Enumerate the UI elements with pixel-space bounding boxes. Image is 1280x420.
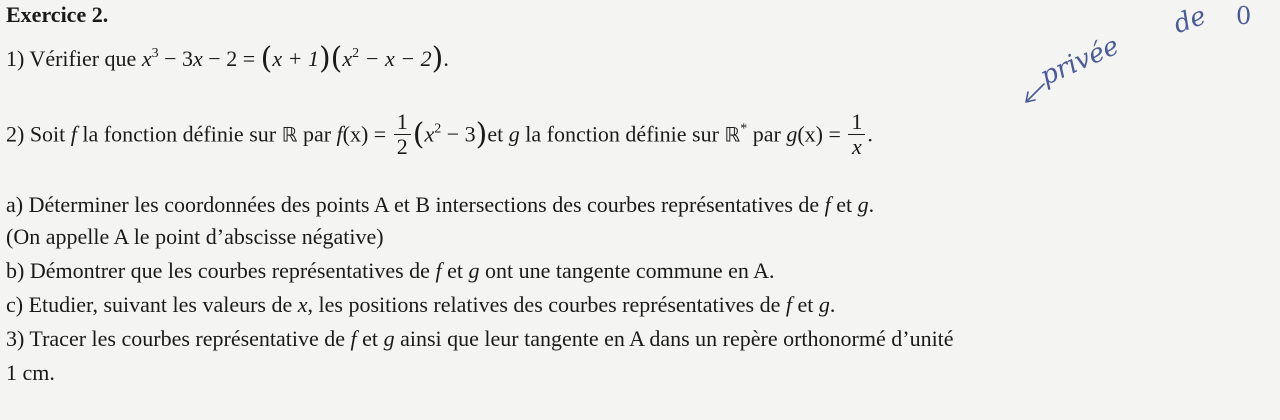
qc-f: f (785, 292, 793, 317)
q1-var: x (141, 46, 152, 71)
qb-g: g (468, 258, 480, 283)
qa-g: g (857, 192, 869, 217)
q2-text1: la fonction définie sur (76, 121, 282, 147)
q2-var: x (424, 121, 435, 147)
qc-text: c) Etudier, suivant les valeurs de (6, 292, 298, 317)
q1-equals: − 2 = (202, 46, 261, 71)
qc-g: g (818, 292, 830, 317)
q1-period: . (443, 46, 449, 71)
q2-period: . (867, 121, 873, 147)
fraction-num: 1 (394, 110, 411, 135)
reals-symbol: ℝ (724, 122, 741, 147)
q3-f: f (350, 326, 357, 351)
fraction-den: 2 (396, 134, 408, 159)
question-1 (6, 41, 449, 76)
q2-text3: la fonction définie sur (519, 121, 725, 147)
q2-paren: ) (475, 116, 488, 152)
qa-et: et (830, 192, 858, 217)
handwritten-arrow-icon (1020, 80, 1050, 110)
q3-text: 3) Tracer les courbes représentative de (6, 326, 351, 351)
q2-paren: ( (412, 116, 425, 152)
q2-par: par (297, 121, 337, 147)
q2-gx: g (786, 121, 798, 147)
q1-prefix: 1) Vérifier que (6, 46, 142, 71)
q2-f: f (70, 121, 77, 147)
q1-term: − 3 (158, 46, 194, 71)
q2-par: par (747, 121, 787, 147)
qa-period: . (868, 192, 875, 217)
question-2 (6, 109, 873, 161)
qc-rest: , les positions relatives des courbes représentatives de (307, 292, 786, 317)
q1-var3: x (342, 46, 353, 71)
question-2b (6, 258, 775, 284)
question-2c (6, 292, 835, 318)
handwritten-annotation-symbol: 0 (1236, 2, 1252, 30)
q1-paren: ) (431, 41, 444, 76)
handwritten-annotation-word2: de (1169, 0, 1211, 40)
q2-fx-arg: (x) = (342, 121, 392, 147)
q1-exponent2: 2 (352, 46, 360, 61)
q2-text2: et (487, 121, 509, 147)
q2-g: g (508, 121, 520, 147)
q1-var2: x (193, 46, 203, 71)
qc-period: . (829, 292, 836, 317)
q1-factor1: x + 1 (272, 46, 319, 71)
question-3-cont: 1 cm. (6, 360, 55, 385)
reals-symbol: ℝ (281, 122, 298, 147)
q2-fx: f (336, 121, 343, 147)
q2-prefix: 2) Soit (6, 121, 71, 147)
question-2a-note: (On appelle A le point d’abscisse négative) (6, 224, 384, 249)
q2-term: − 3 (441, 121, 476, 147)
q1-exponent: 3 (151, 46, 159, 61)
q2-exponent: 2 (434, 121, 442, 137)
qb-et: et (441, 258, 469, 283)
q3-rest: ainsi que leur tangente en A dans un repère orthonormé d’unité (394, 326, 954, 351)
q3-et: et (356, 326, 384, 351)
q2-gx-arg: (x) = (797, 121, 847, 147)
q3-g: g (383, 326, 395, 351)
handwritten-annotation-word1: privée (1035, 30, 1124, 92)
fraction-inverse (848, 110, 865, 159)
q1-paren: ( (330, 41, 343, 76)
star-superscript: * (740, 121, 748, 137)
q1-paren: ) (318, 41, 331, 76)
qb-rest: ont une tangente commune en A. (479, 258, 775, 283)
qc-et: et (792, 292, 819, 317)
fraction-half (394, 110, 411, 159)
q1-factor2: − x − 2 (359, 46, 432, 71)
qa-f: f (824, 192, 831, 217)
qc-x: x (297, 292, 308, 317)
question-2a (6, 192, 874, 218)
question-3 (6, 326, 954, 352)
qb-text: b) Démontrer que les courbes représentatives de (6, 258, 436, 283)
exercise-title: Exercice 2. (6, 2, 109, 27)
qa-text: a) Déterminer les coordonnées des points A et B intersections des courbes représentatives de (6, 192, 825, 217)
qb-f: f (435, 258, 442, 283)
fraction-num: 1 (848, 110, 865, 135)
q1-paren: ( (260, 41, 273, 76)
fraction-den: x (852, 134, 862, 159)
